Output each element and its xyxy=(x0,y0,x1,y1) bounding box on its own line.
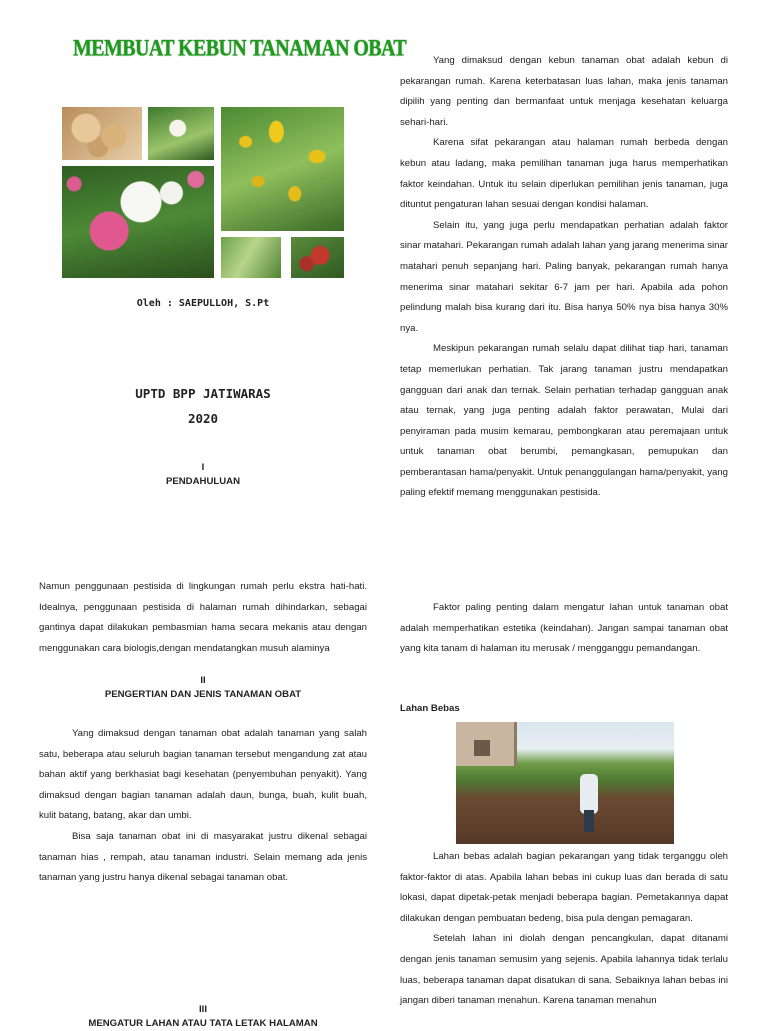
cover-organization: UPTD BPP JATIWARAS xyxy=(135,386,271,401)
paragraph: Bisa saja tanaman obat ini di masyarakat justru dikenal sebagai tanaman hias , rempah, atau tanaman industri. Selain memang ada jenis tanaman yang justru hanya dikenal sebagai tanaman obat. xyxy=(39,830,367,884)
paragraph: Faktor paling penting dalam mengatur lahan untuk tanaman obat adalah memperhatikan estetika (keindahan). Jangan sampai tanaman obat yang kita tanam di halaman itu merusak / mengganggu pemandangan. xyxy=(400,602,728,655)
farmer-figure xyxy=(580,774,598,814)
cover-title: MEMBUAT KEBUN TANAMAN OBAT xyxy=(73,36,407,62)
section-2-number: II xyxy=(200,675,206,686)
paragraph: Namun penggunaan pestisida di lingkungan rumah perlu ekstra hati-hati. Idealnya, penggunaan pestisida di halaman rumah dihindarkan, sebagai gantinya dapat dilakukan pembasmian hama secara mekanis atau dengan menggunakan cara biologis,dengan mendatangkan musuh alaminya xyxy=(39,581,367,654)
white-flower-photo xyxy=(148,107,214,160)
lahan-bebas-heading: Lahan Bebas xyxy=(400,703,460,714)
right-column-bottom xyxy=(400,598,728,660)
paragraph: Setelah lahan ini diolah dengan pencangkulan, dapat ditanami dengan jenis tanaman semusim yang sejenis. Apabila lahannya tidak terlalu luas, beberapa tanaman dapat disatukan di sana. Sebaiknya lahan bebas ini jangan diberi tanaman menahun. Karena tanaman menahun xyxy=(400,933,728,1007)
photo-collage xyxy=(62,107,344,278)
section-3-number: III xyxy=(199,1004,207,1015)
right-column-top xyxy=(400,51,728,504)
field-photo xyxy=(456,722,674,844)
section-2-heading xyxy=(39,674,367,702)
red-fruit-photo xyxy=(291,237,344,278)
cover-year: 2020 xyxy=(187,411,219,426)
farmer-legs xyxy=(584,810,594,832)
leaves-photo xyxy=(221,237,281,278)
section-3-title: MENGATUR LAHAN ATAU TATA LETAK HALAMAN xyxy=(88,1018,318,1029)
section-2-title: PENGERTIAN DAN JENIS TANAMAN OBAT xyxy=(104,689,302,700)
window-shape xyxy=(474,740,490,756)
periwinkle-photo xyxy=(62,166,214,278)
section-1-number: I xyxy=(201,462,205,473)
section-2-body xyxy=(39,724,367,889)
paragraph: Selain itu, yang juga perlu mendapatkan perhatian adalah faktor sinar matahari. Pekarangan rumah adalah lahan yang jarang menerima sinar matahari penuh sepanjang hari. Paling banyak, pekarangan rumah hanya menerima sinar matahari sekitar 6-7 jam per hari. Apabila ada pohon pelindung malah bisa kurang dari itu. Bisa hanya 50% nya bisa hanya 30% nya. xyxy=(400,219,728,334)
lahan-bebas-body xyxy=(400,847,728,1012)
paragraph: Karena sifat pekarangan atau halaman rumah berbeda dengan kebun atau ladang, maka pemilihan tanaman juga harus memperhatikan faktor keindahan. Untuk itu selain diperlukan pemilihan jenis tanaman, juga dituntut pengaturan lahan sesuai dengan kondisi halaman. xyxy=(400,137,728,211)
section-1-heading xyxy=(62,461,344,489)
paragraph: Meskipun pekarangan rumah selalu dapat dilihat tiap hari, tanaman tetap memerlukan perhatian. Tak jarang tanaman justru mendapatkan gangguan dari anak dan ternak. Selain perhatian terhadap gangguan anak atau ternak, yang juga penting adalah faktor perawatan, Mulai dari penyiraman pada musim kemarau, pembongkaran atau peremajaan untuk untuk tanaman obat berumbi, pemangkasan, pemupukan dan pemberantasan hama/penyakit. Untuk penanggulangan hama/penyakit, yang paling efektif memang menggunakan pestisida. xyxy=(400,343,728,499)
paragraph: Yang dimaksud dengan kebun tanaman obat adalah kebun di pekarangan rumah. Karena keterbatasan luas lahan, maka jenis tanaman dipilih yang penting dan bermanfaat untuk menjaga kesehatan keluarga sehari-hari. xyxy=(400,55,728,128)
paragraph: Yang dimaksud dengan tanaman obat adalah tanaman yang salah satu, beberapa atau seluruh bagian tanaman tersebut mengandung zat atau bahan aktif yang berkhasiat bagi kesehatan (penyembuhan penyakit). Yang dimaksud dengan bagian tanaman adalah daun, bunga, buah, kulit buah, kulit batang, batang, akar dan umbi. xyxy=(39,728,367,822)
cover-author: Oleh : SAEPULLOH, S.Pt xyxy=(136,298,270,309)
section-1-title: PENDAHULUAN xyxy=(165,476,241,487)
section-3-heading xyxy=(39,1003,367,1031)
left-column-bottom xyxy=(39,577,367,659)
paragraph: Lahan bebas adalah bagian pekarangan yang tidak terganggu oleh faktor-faktor di atas. Apabila lahan bebas ini cukup luas dan berada di satu lokasi, dapat dipetak-petak menjadi beberapa bagian. Pemetakannya dapat dilakukan dengan pembuatan bedeng, bisa pula dengan pemagaran. xyxy=(400,851,728,924)
yellow-flower-photo xyxy=(221,107,344,231)
ginger-photo xyxy=(62,107,142,160)
